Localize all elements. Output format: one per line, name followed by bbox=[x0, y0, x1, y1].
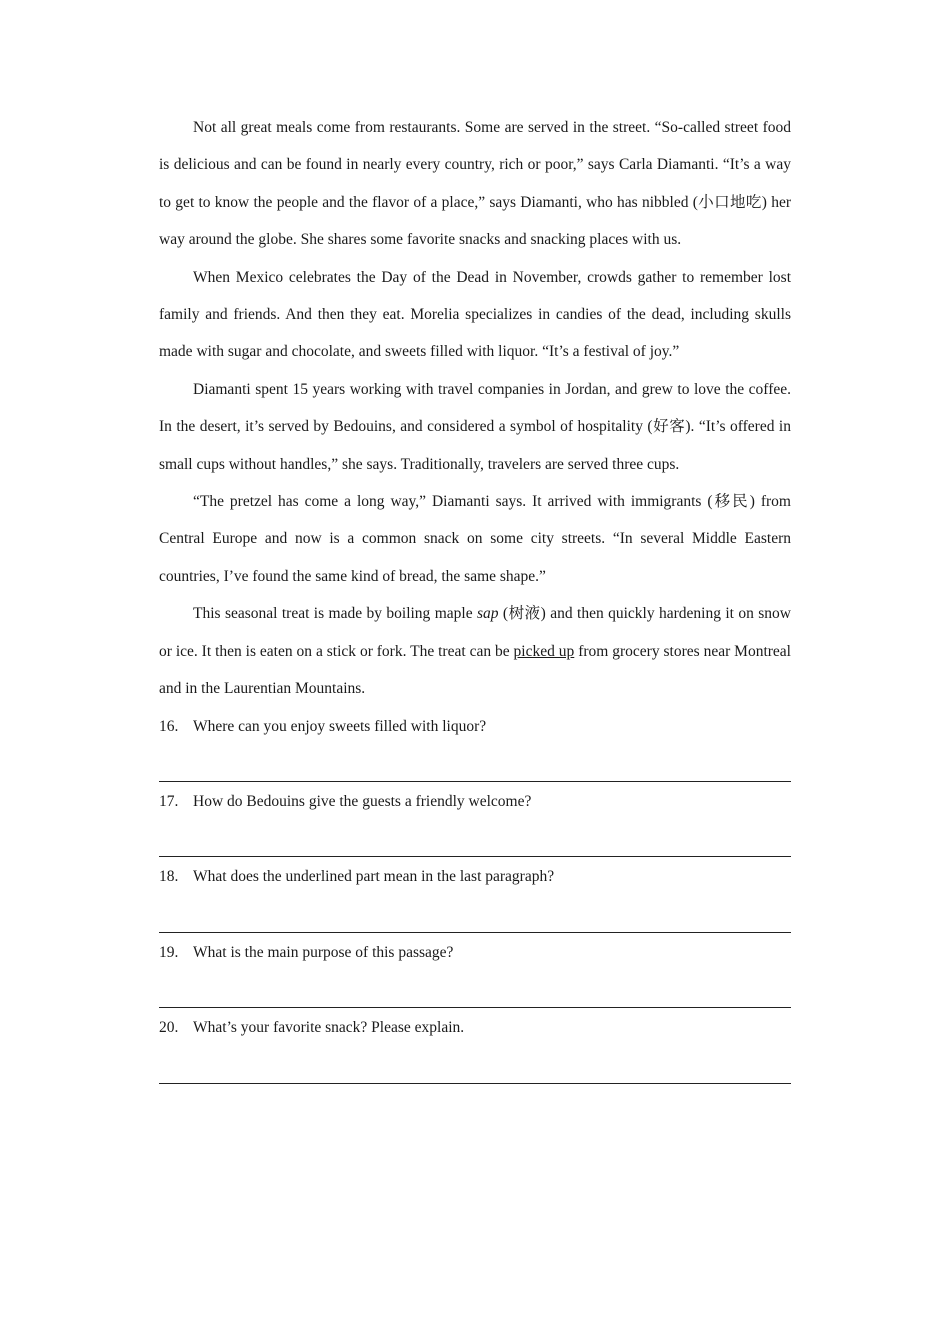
question-number: 18. bbox=[159, 868, 179, 886]
question-text: What does the underlined part mean in the last paragraph? bbox=[193, 868, 555, 886]
question-number: 16. bbox=[159, 717, 179, 735]
question-line bbox=[159, 708, 791, 745]
worksheet-page bbox=[159, 109, 791, 1085]
chinese-gloss: 好客 bbox=[652, 418, 686, 436]
question-line bbox=[159, 858, 791, 895]
paragraph-5-text-b: ( bbox=[498, 605, 509, 623]
italic-term: sap bbox=[476, 605, 499, 623]
question-16 bbox=[159, 708, 791, 782]
question-line bbox=[159, 934, 791, 971]
question-text: What is the main purpose of this passage? bbox=[193, 943, 454, 961]
paragraph-1-text-a: Not all great meals come from restaurants. Some are served in the street. “So-called street food is delicious and can be found in nearly every country, rich or poor,” says Carla Diamanti. “It’s a way to get to know the people and the flavor of a place,” says Diamanti, who has nibbled ( bbox=[159, 119, 791, 211]
underlined-phrase: picked up bbox=[513, 642, 575, 660]
paragraph-1-text-b: ) her way around the globe. She shares some favorite snacks and snacking places with us. bbox=[159, 193, 791, 249]
question-number: 17. bbox=[159, 792, 179, 810]
question-20 bbox=[159, 1009, 791, 1083]
answer-line[interactable] bbox=[159, 745, 791, 782]
question-text: Where can you enjoy sweets filled with liquor? bbox=[193, 717, 487, 735]
question-text: What’s your favorite snack? Please explain. bbox=[193, 1019, 465, 1037]
question-line bbox=[159, 783, 791, 820]
paragraph-3-text-b: ). “It’s offered in small cups without handles,” she says. Traditionally, travelers are served three cups. bbox=[159, 418, 791, 473]
chinese-gloss: 树液 bbox=[508, 605, 541, 623]
answer-line[interactable] bbox=[159, 1047, 791, 1084]
answer-line[interactable] bbox=[159, 971, 791, 1008]
question-19 bbox=[159, 934, 791, 1008]
question-17 bbox=[159, 783, 791, 857]
chinese-gloss: 小口地吃 bbox=[697, 193, 762, 211]
answer-line[interactable] bbox=[159, 820, 791, 857]
chinese-gloss: 移民 bbox=[712, 493, 750, 511]
paragraph-1 bbox=[159, 109, 791, 259]
answer-line[interactable] bbox=[159, 896, 791, 933]
question-number: 19. bbox=[159, 943, 179, 961]
paragraph-3 bbox=[159, 371, 791, 483]
paragraph-4 bbox=[159, 483, 791, 595]
paragraph-4-text-b: ) from Central Europe and now is a common snack on some city streets. “In several Middle Eastern countries, I’ve found the same kind of bread, the same shape.” bbox=[159, 493, 791, 585]
paragraph-5-text-c: ) and then quickly hardening it on snow or ice. It then is eaten on a stick or fork. The treat can be bbox=[159, 605, 791, 660]
paragraph-5-text-d: from grocery stores near Montreal and in the Laurentian Mountains. bbox=[159, 642, 791, 698]
paragraph-3-text-a: Diamanti spent 15 years working with travel companies in Jordan, and grew to love the coffee. In the desert, it’s served by Bedouins, and considered a symbol of hospitality ( bbox=[159, 380, 791, 436]
paragraph-5 bbox=[159, 595, 791, 707]
question-18 bbox=[159, 858, 791, 932]
paragraph-2: When Mexico celebrates the Day of the Dead in November, crowds gather to remember lost family and friends. And then they eat. Morelia specializes in candies of the dead, including skulls made with sugar and chocolate, and sweets filled with liquor. “It’s a festival of joy.” bbox=[159, 268, 791, 361]
question-line bbox=[159, 1009, 791, 1046]
question-number: 20. bbox=[159, 1019, 179, 1037]
paragraph-5-text-a: This seasonal treat is made by boiling maple bbox=[193, 605, 477, 623]
paragraph-4-text-a: “The pretzel has come a long way,” Diamanti says. It arrived with immigrants ( bbox=[193, 493, 713, 511]
question-text: How do Bedouins give the guests a friendly welcome? bbox=[193, 792, 532, 810]
